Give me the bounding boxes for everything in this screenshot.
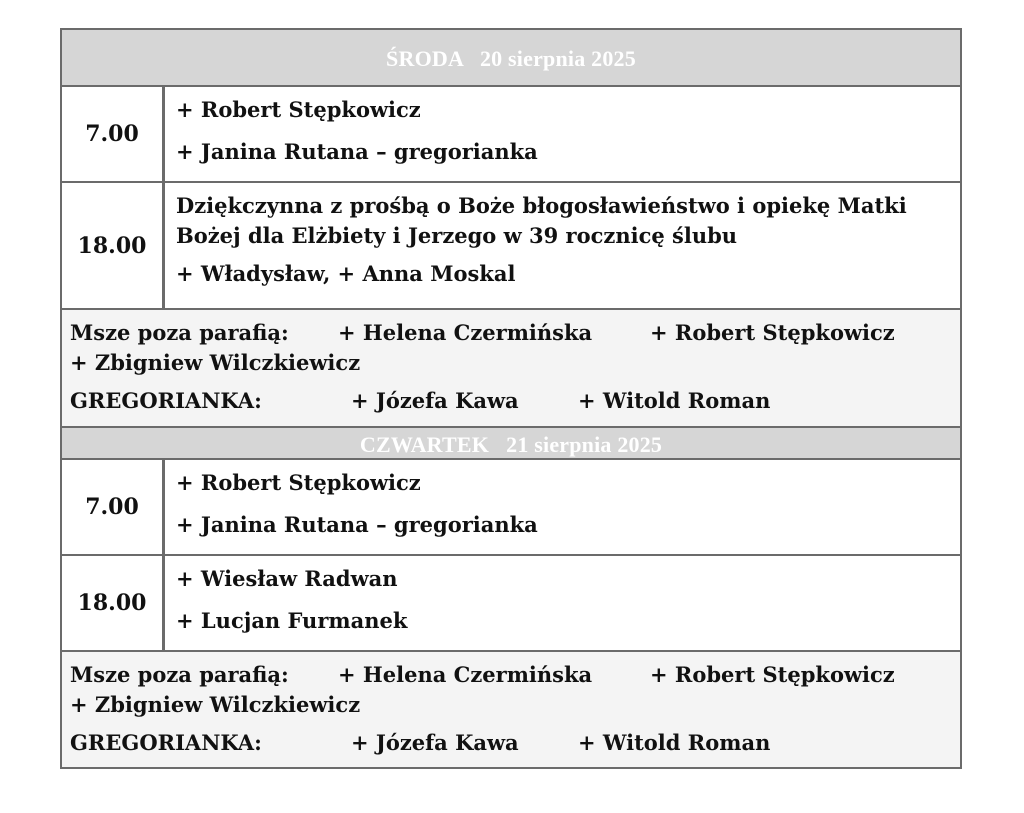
gregorianka-label: GREGORIANKA: — [70, 388, 262, 413]
mass-row — [62, 87, 960, 183]
mass-time: 7.00 — [62, 460, 165, 554]
outside-name: + Robert Stępkowicz — [650, 662, 895, 687]
outside-line — [70, 660, 950, 690]
gregorianka-line — [70, 728, 950, 758]
outside-label: Msze poza parafią: — [70, 320, 289, 345]
masses-outside-parish — [62, 652, 960, 767]
intention: Dziękczynna z prośbą o Boże błogosławieństwo i opiekę Matki Bożej dla Elżbiety i Jerzego w 39 rocznicę ślubu — [176, 193, 907, 248]
mass-time: 18.00 — [62, 556, 165, 650]
gregorianka-name: + Witold Roman — [578, 388, 771, 413]
gregorianka-line — [70, 386, 950, 416]
day-header-wednesday: ŚRODA 20 sierpnia 2025 — [62, 30, 960, 87]
mass-schedule-table — [60, 28, 962, 769]
outside-label: Msze poza parafią: — [70, 662, 289, 687]
masses-outside-parish — [62, 310, 960, 426]
outside-name: + Helena Czermińska — [338, 662, 593, 687]
outside-name: + Zbigniew Wilczkiewicz — [70, 692, 361, 717]
intention: + Lucjan Furmanek — [176, 608, 408, 633]
mass-row — [62, 183, 960, 310]
outside-name: + Helena Czermińska — [338, 320, 593, 345]
mass-intentions — [165, 87, 960, 181]
intention: + Wiesław Radwan — [176, 566, 398, 591]
day-header-thursday: CZWARTEK 21 sierpnia 2025 — [62, 426, 960, 460]
gregorianka-name: + Witold Roman — [578, 730, 771, 755]
mass-intentions — [165, 460, 960, 554]
intention: + Władysław, + Anna Moskal — [176, 261, 516, 286]
outside-name: + Robert Stępkowicz — [650, 320, 895, 345]
gregorianka-label: GREGORIANKA: — [70, 730, 262, 755]
intention: + Janina Rutana – gregorianka — [176, 512, 538, 537]
outside-line — [70, 318, 950, 348]
intention: + Janina Rutana – gregorianka — [176, 139, 538, 164]
outside-name: + Zbigniew Wilczkiewicz — [70, 350, 361, 375]
mass-row — [62, 460, 960, 556]
mass-time: 7.00 — [62, 87, 165, 181]
mass-intentions — [165, 183, 960, 308]
intention: + Robert Stępkowicz — [176, 97, 421, 122]
gregorianka-name: + Józefa Kawa — [351, 730, 519, 755]
mass-row — [62, 556, 960, 652]
intention: + Robert Stępkowicz — [176, 470, 421, 495]
mass-time: 18.00 — [62, 183, 165, 308]
mass-intentions — [165, 556, 960, 650]
gregorianka-name: + Józefa Kawa — [351, 388, 519, 413]
